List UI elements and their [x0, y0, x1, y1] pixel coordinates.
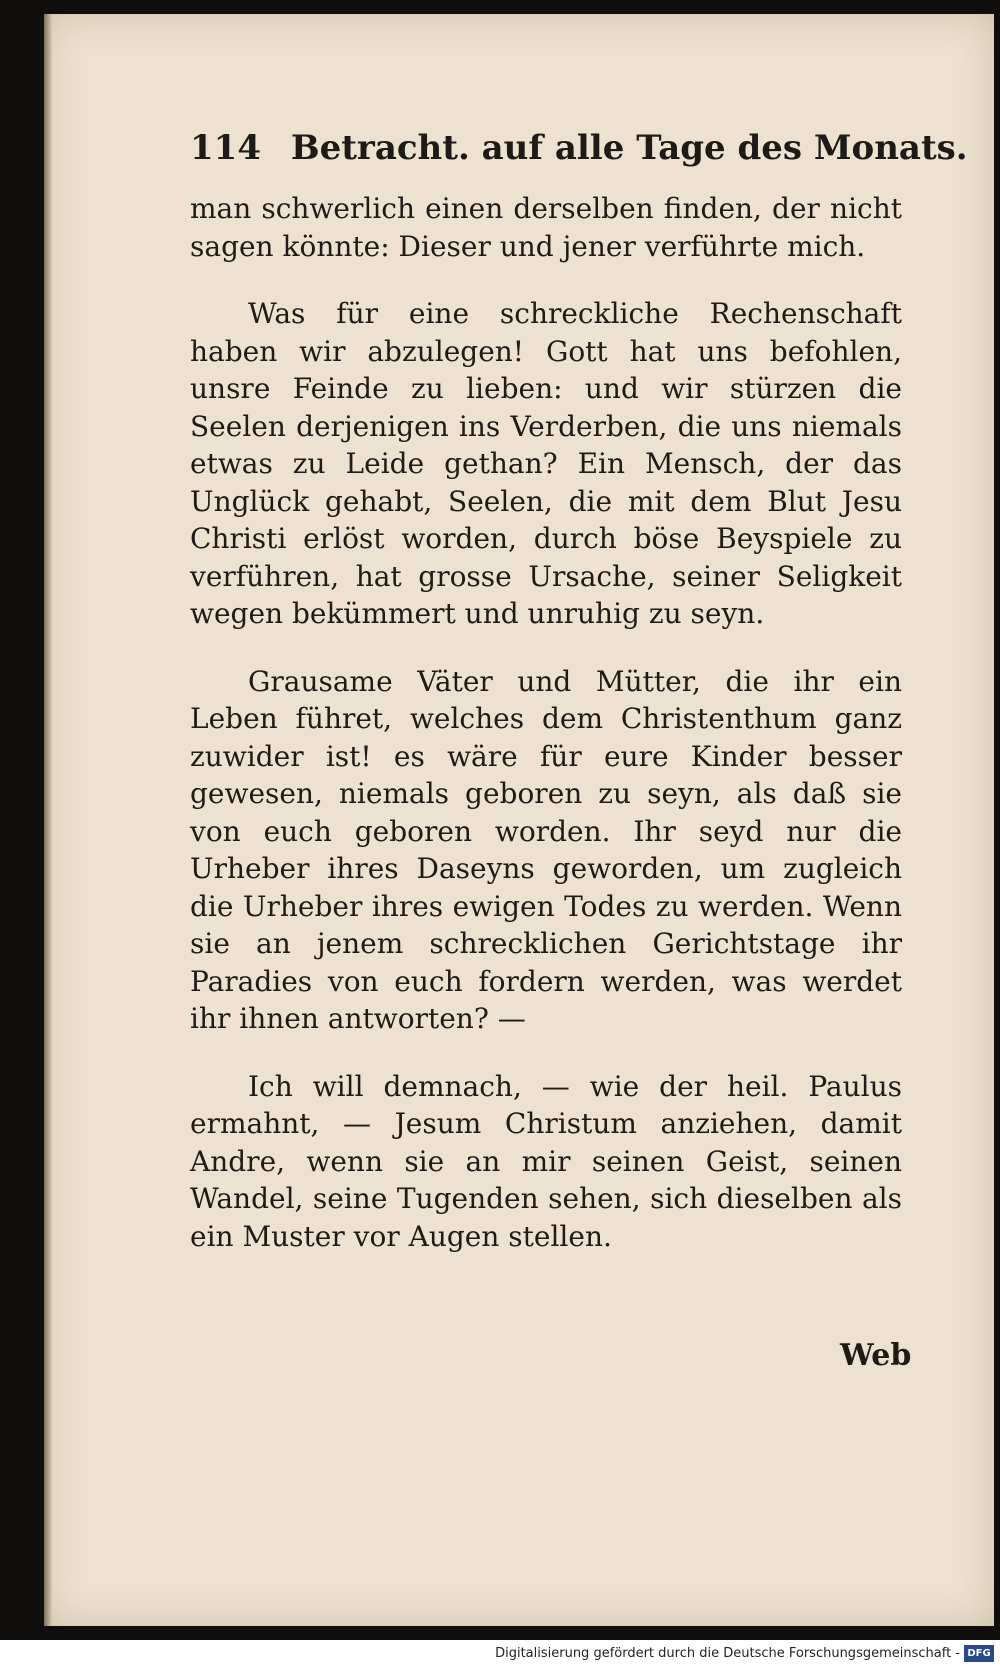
paragraph: man schwerlich einen derselben finden, der nicht sagen könnte: Dieser und jener verführte mich. — [190, 192, 902, 263]
paragraph: Grausame Väter und Mütter, die ihr ein Leben führet, welches dem Christenthum ganz zuwider ist! es wäre für eure Kinder besser gewesen, niemals geboren zu seyn, als daß sie von euch geboren worden. Ihr seyd nur die Urheber ihres Daseyns geworden, um zugleich die Urheber ihres ewigen Todes zu werden. Wenn sie an jenem schrecklichen Gerichtstage ihr Paradies von euch fordern werden, was werdet ihr ihnen antworten? — — [190, 664, 902, 1035]
funding-credit: Digitalisierung gefördert durch die Deutsche Forschungsgemeinschaft - — [495, 1646, 960, 1661]
page-number: 114 — [190, 128, 261, 168]
paragraph: Was für eine schreckliche Rechenschaft haben wir abzulegen! Gott hat uns befohlen, unsre Feinde zu lieben: und wir stürzen die Seelen derjenigen ins Verderben, die uns niemals etwas zu Leide gethan? Ein Mensch, der das Unglück gehabt, Seelen, die mit dem Blut Jesu Christi erlöst worden, durch böse Beyspiele zu verführen, hat grosse Ursache, seiner Seligkeit wegen bekümmert und unruhig zu seyn. — [190, 297, 902, 630]
dfg-logo: DFG — [964, 1645, 994, 1662]
page-gutter-edge — [44, 14, 52, 1626]
catchword: Web — [840, 1338, 912, 1373]
body-text — [190, 190, 902, 1285]
digitization-footer — [0, 1640, 1000, 1668]
paragraph: Ich will demnach, — wie der heil. Paulus ermahnt, — Jesum Christum anziehen, damit Andre, wenn sie an mir seinen Geist, seinen Wandel, seine Tugenden sehen, sich dieselben als ein Muster vor Augen stellen. — [190, 1069, 902, 1253]
running-title: Betracht. auf alle Tage des Monats. — [290, 128, 968, 168]
running-head — [190, 128, 968, 168]
